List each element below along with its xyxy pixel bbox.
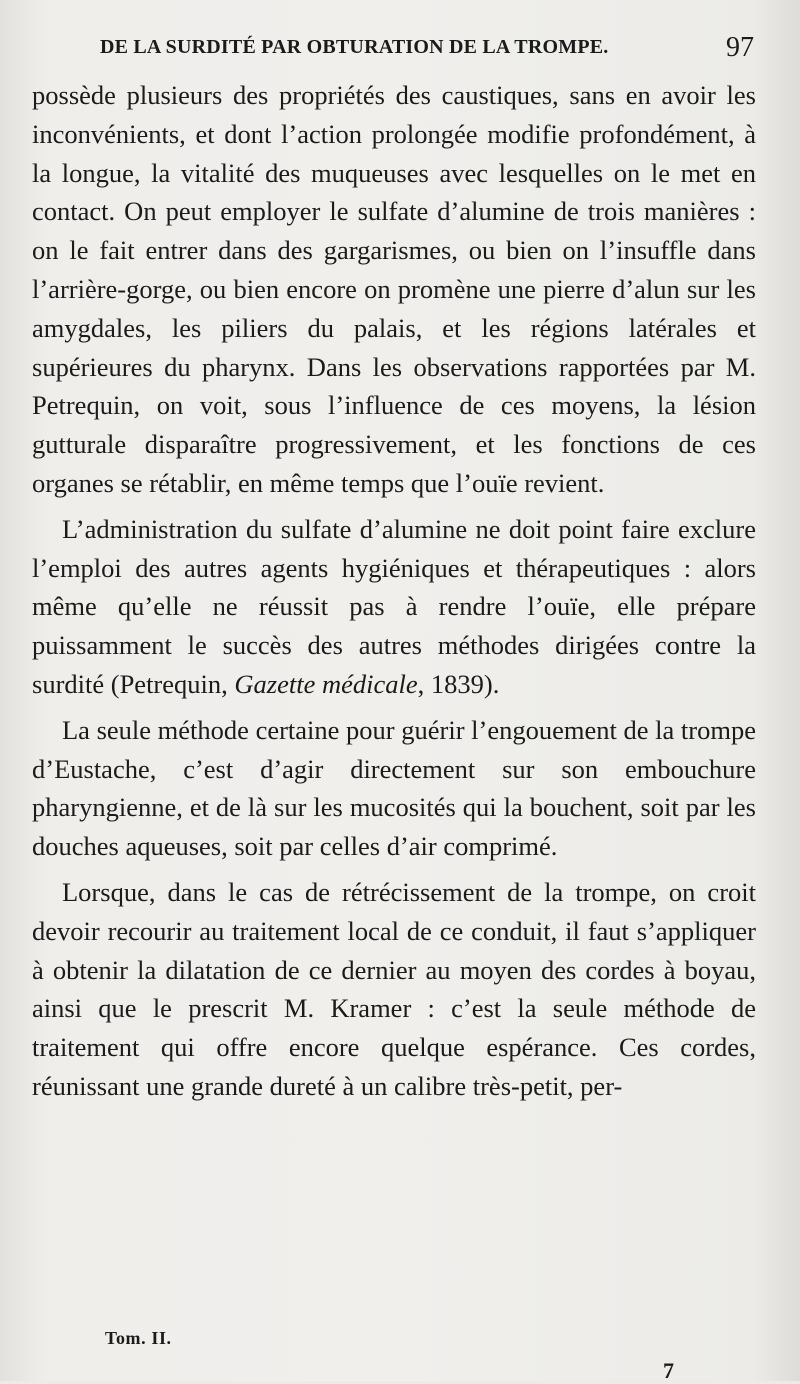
volume-mark: Tom. II.: [105, 1328, 172, 1348]
paragraph-administration: [32, 510, 756, 704]
citation-title: Gazette médicale: [234, 668, 418, 699]
running-title: DE LA SURDITÉ PAR OBTURATION DE LA TROMPE.: [100, 36, 609, 58]
paragraph-methode: La seule méthode certaine pour guérir l’engouement de la trompe d’Eustache, c’est d’agir directement sur son embouchure pharyngienne, et de là sur les mucosités qui la bouchent, soit par les douches aqueuses, soit par celles d’air comprimé.: [32, 714, 756, 862]
running-head: [100, 32, 756, 66]
paragraph-retrecissement: Lorsque, dans le cas de rétrécissement de la trompe, on croit devoir recourir au traitement local de ce conduit, il faut s’appliquer à obtenir la dilatation de ce dernier au moyen des cordes à boyau, ainsi que le prescrit M. Kramer : c’est la seule méthode de traitement qui offre encore quelque espérance. Ces cordes, réunissant une grande dureté à un calibre très-petit, per-: [32, 876, 756, 1101]
body-text: [32, 76, 756, 1113]
signature-mark: 7: [663, 1358, 674, 1383]
page-number: 97: [726, 32, 754, 63]
paragraph-continued: possède plusieurs des propriétés des caustiques, sans en avoir les inconvénients, et dont l’action prolongée modifie profondément, à la longue, la vitalité des muqueuses avec lesquelles on le met en contact. On peut employer le sulfate d’alumine de trois manières : on le fait entrer dans des gargarismes, ou bien on l’insuffle dans l’arrière-gorge, ou bien encore on promène une pierre d’alun sur les amygdales, les piliers du palais, et les régions latérales et supérieures du pharynx. Dans les observations rapportées par M. Petrequin, on voit, sous l’influence de ces moyens, la lésion gutturale disparaître progressivement, et les fonctions de ces organes se rétablir, en même temps que l’ouïe revient.: [32, 80, 756, 498]
page-footer: [0, 1318, 800, 1383]
citation-year: , 1839).: [417, 668, 500, 699]
paragraph-text: L’administration du sulfate d’alumine ne doit point faire exclure l’emploi des autres agents hygiéniques et thérapeutiques : alors même qu’elle ne réussit pas à rendre l’ouïe, elle prépare puissamment le succès des autres méthodes dirigées contre la surdité (Petrequin,: [32, 513, 756, 699]
